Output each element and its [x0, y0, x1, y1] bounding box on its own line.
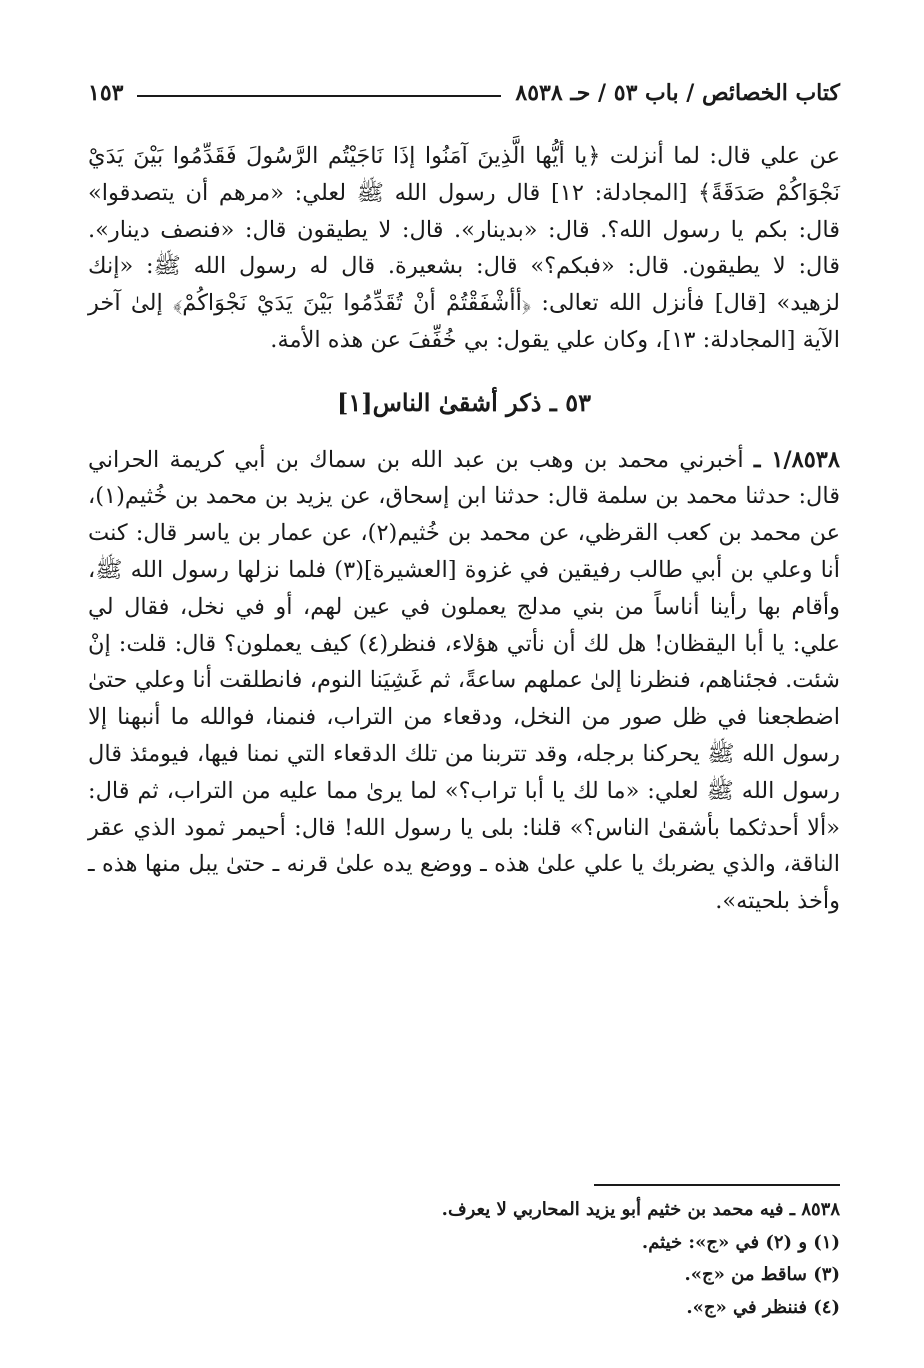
footnote-4: (٤) فننظر في «ج».	[686, 1296, 840, 1318]
footnote-1-2: (١) و (٢) في «ج»: خيثم.	[641, 1231, 840, 1253]
footnote-3: (٣) ساقط من «ج».	[684, 1264, 840, 1285]
running-head-title: كتاب الخصائص / باب ٥٣ / حـ ٨٥٣٨	[515, 80, 840, 106]
page	[88, 70, 840, 920]
hadith-text: أخبرني محمد بن وهب بن عبد الله بن سماك بن أبي كريمة الحراني قال: حدثنا محمد بن سلمة قال: حدثنا ابن إسحاق، عن يزيد بن محمد بن خُثيم(١)، عن محمد بن كعب القرظي، عن محمد بن خُثيم(٢)، عن عمار بن ياسر قال: كنت أنا وعلي بن أبي طالب رفيقين في غزوة [العشيرة](٣) فلما نزلها رسول الله ﷺ، وأقام بها رأينا أناساً من بني مدلج يعملون في عين لهم، أو في نخل، فقال لي علي: يا أبا اليقظان! هل لك أن نأتي هؤلاء، فنظر(٤) كيف يعملون؟ قال: قلت: إنْ شئت. فجئناهم، فنظرنا إلىٰ عملهم ساعةً، ثم غَشِيَنا النوم، فانطلقت أنا وعلي حتىٰ اضطجعنا في ظل صور من النخل، ودقعاء من التراب، فنمنا، فوالله ما أنبهنا إلا رسول الله ﷺ يحركنا برجله، وقد تتربنا من تلك الدقعاء التي نمنا فيها، فيومئذ قال رسول الله ﷺ لعلي: «ما لك يا أبا تراب؟» لما يرىٰ مما عليه من التراب، ثم قال: «ألا أحدثكما بأشقىٰ الناس؟» قلنا: بلى يا رسول الله! قال: أحيمر ثمود الذي عقر الناقة، والذي يضربك يا علي علىٰ هذه ـ ووضع يده علىٰ قرنه ـ حتىٰ يبل منها هذه ـ وأخذ بلحيته».	[88, 446, 840, 915]
running-head	[88, 70, 840, 116]
body-text	[88, 138, 840, 920]
page-number: ١٥٣	[88, 80, 124, 106]
paragraph-hadith-continuation: عن علي قال: لما أنزلت ﴿يا أيُّها الَّذِينَ آمَنُوا إذَا نَاجَيْتُم الرَّسُولَ فَقَدِّمُوا بَيْنَ يَدَيْ نَجْوَاكُمْ صَدَقَةً﴾ [المجادلة: ١٢] قال رسول الله ﷺ لعلي: «مرهم أن يتصدقوا» قال: بكم يا رسول الله؟. قال: «بدينار». قال: لا يطيقون قال: «فنصف دينار». قال: لا يطيقون. قال: «فبكم؟» قال: بشعيرة. قال له رسول الله ﷺ: «إنك لزهيد» [قال] فأنزل الله تعالى: ﴿أأشْفَقْتُمْ أنْ تُقَدِّمُوا بَيْنَ يَدَيْ نَجْوَاكُمْ﴾ إلىٰ آخر الآية [المجادلة: ١٣]، وكان علي يقول: بي خُفِّفَ عن هذه الأمة.	[88, 143, 840, 353]
hadith-number: ١/٨٥٣٨ ـ	[753, 446, 840, 473]
paragraph-hadith-8538	[88, 442, 840, 920]
footnotes	[88, 1184, 840, 1324]
running-head-rule	[137, 95, 501, 97]
footnote-rule	[594, 1184, 840, 1186]
section-heading: ٥٣ ـ ذكر أشقىٰ الناس[١]	[337, 387, 591, 417]
footnote-main: ٨٥٣٨ ـ فيه محمد بن خثيم أبو يزيد المحاربي لا يعرف.	[441, 1199, 840, 1220]
